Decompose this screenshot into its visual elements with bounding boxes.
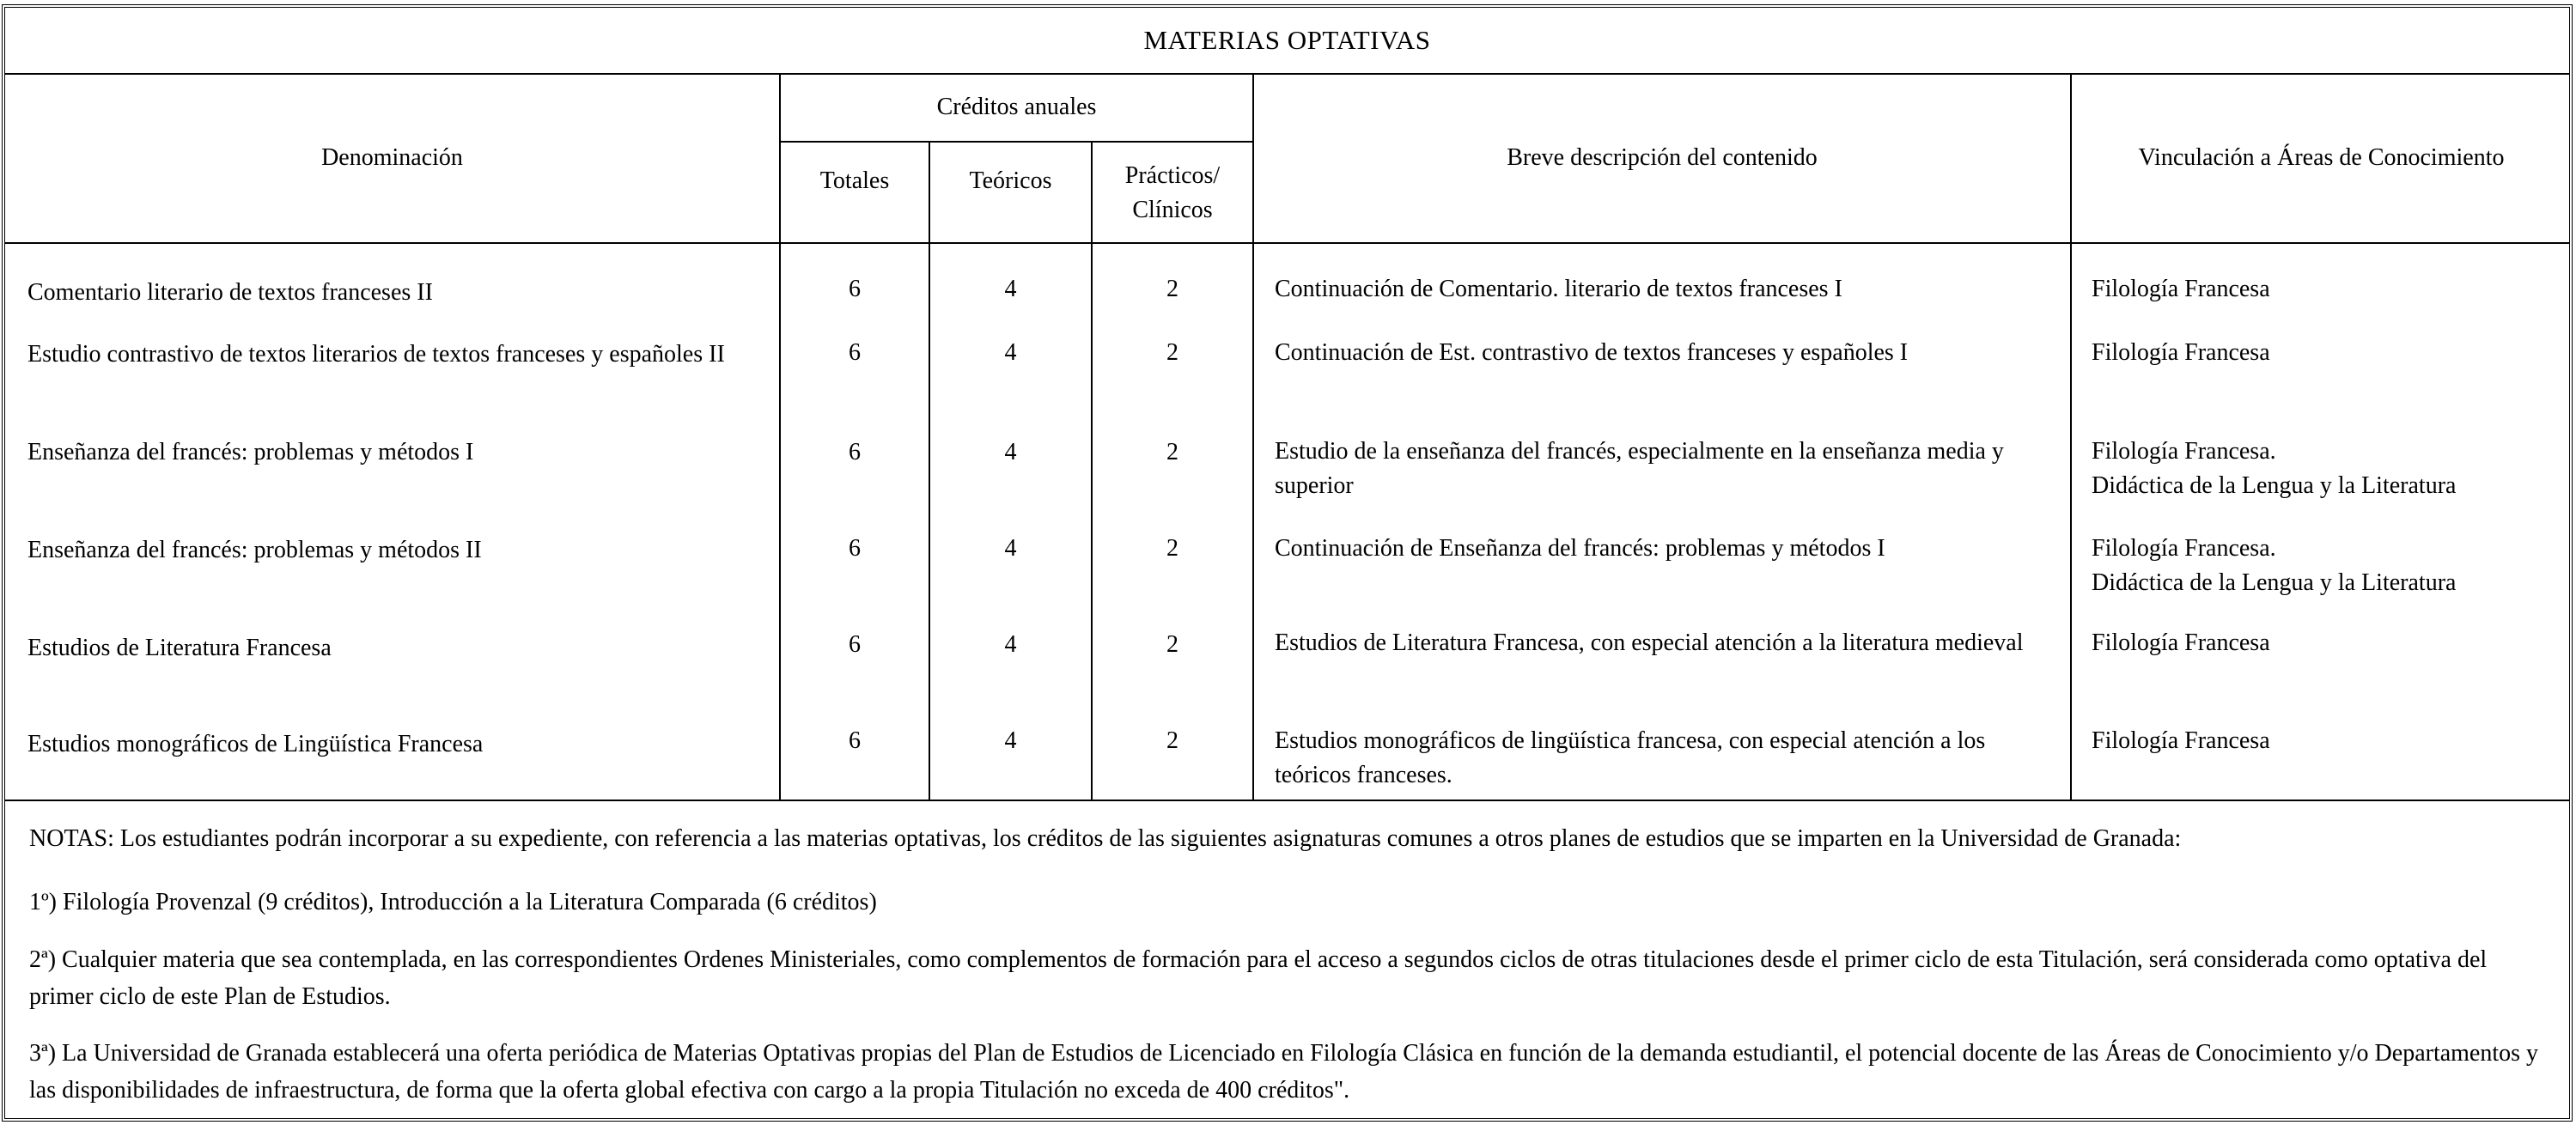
row-4-practicos: 2 xyxy=(1166,535,1178,562)
row-3-area-line2: Didáctica de la Lengua y la Literatura xyxy=(2092,472,2457,499)
table-title: MATERIAS OPTATIVAS xyxy=(5,8,2569,75)
header-teoricos: Teóricos xyxy=(969,167,1052,194)
row-2-totales: 6 xyxy=(849,339,861,366)
header-descripcion: Breve descripción del contenido xyxy=(1507,143,1818,171)
row-5-totales: 6 xyxy=(849,631,861,658)
row-2-area: Filología Francesa xyxy=(2092,339,2270,366)
header-practicos xyxy=(1093,159,1252,228)
row-5-practicos: 2 xyxy=(1166,631,1178,658)
row-1-practicos: 2 xyxy=(1166,276,1178,302)
row-1-teoricos: 4 xyxy=(1004,276,1017,302)
table-bottom-line xyxy=(5,800,2569,801)
row-6-totales: 6 xyxy=(849,727,861,754)
row-4-totales: 6 xyxy=(849,535,861,562)
row-4-name: Enseñanza del francés: problemas y métodos II xyxy=(27,537,482,563)
note-3: 3ª) La Universidad de Granada establecerá una oferta periódica de Materias Optativas propias del Plan de Estudios de Licenciado en Filología Clásica en función de la demanda estudiantil, el potencial docente de las Áreas de Conocimiento y/o Departamentos y las disponibilidades de infraestructura, de forma que la oferta global efectiva con cargo a la propia Titulación no exceda de 400 créditos". xyxy=(29,1040,2539,1104)
header-totales: Totales xyxy=(819,167,890,194)
header-practicos-line2: Clínicos xyxy=(1132,197,1213,223)
row-5-teoricos: 4 xyxy=(1004,631,1017,658)
row-3-name: Enseñanza del francés: problemas y métodos I xyxy=(27,439,474,465)
row-4-area xyxy=(2092,532,2573,600)
row-6-descripcion: Estudios monográficos de lingüística francesa, con especial atención a los teóricos franceses. xyxy=(1275,727,1986,788)
row-6-name: Estudios monográficos de Lingüística Francesa xyxy=(27,731,484,757)
row-1-totales: 6 xyxy=(849,276,861,302)
row-5-name: Estudios de Literatura Francesa xyxy=(27,635,332,661)
row-3-totales: 6 xyxy=(849,439,861,465)
row-3-descripcion: Estudio de la enseñanza del francés, especialmente en la enseñanza media y superior xyxy=(1275,438,2004,499)
row-5-area: Filología Francesa xyxy=(2092,629,2270,656)
row-1-descripcion: Continuación de Comentario. literario de textos franceses I xyxy=(1275,276,1842,302)
row-4-area-line1: Filología Francesa. xyxy=(2092,535,2276,562)
row-3-teoricos: 4 xyxy=(1004,439,1017,465)
header-denominacion: Denominación xyxy=(321,143,463,171)
header-bottom-line xyxy=(5,242,2569,244)
row-5-descripcion: Estudios de Literatura Francesa, con especial atención a la literatura medieval xyxy=(1275,629,2024,656)
row-6-teoricos: 4 xyxy=(1004,727,1017,754)
row-6-practicos: 2 xyxy=(1166,727,1178,754)
row-6-area: Filología Francesa xyxy=(2092,727,2270,754)
row-3-practicos: 2 xyxy=(1166,439,1178,465)
note-2: 2ª) Cualquier materia que sea contemplada, en las correspondientes Ordenes Ministeriales, como complementos de formación para el acceso a segundos ciclos de otras titulaciones desde el primer ciclo de esta Titulación, será considerada como optativa del primer ciclo de este Plan de Estudios. xyxy=(29,946,2488,1010)
row-2-descripcion: Continuación de Est. contrastivo de textos franceses y españoles I xyxy=(1275,339,1909,366)
notes-intro: NOTAS: Los estudiantes podrán incorporar a su expediente, con referencia a las materias optativas, los créditos de las siguientes asignaturas comunes a otros planes de estudios que se imparten en la Universidad de Granada: xyxy=(29,825,2182,852)
row-3-area-line1: Filología Francesa. xyxy=(2092,438,2276,465)
row-2-name: Estudio contrastivo de textos literarios de textos franceses y españoles II xyxy=(27,341,725,368)
row-4-descripcion: Continuación de Enseñanza del francés: problemas y métodos I xyxy=(1275,535,1885,562)
header-practicos-line1: Prácticos/ xyxy=(1124,162,1221,189)
row-4-teoricos: 4 xyxy=(1004,535,1017,562)
row-1-name: Comentario literario de textos franceses II xyxy=(27,279,433,306)
header-vinculacion: Vinculación a Áreas de Conocimiento xyxy=(2138,143,2505,171)
note-1: 1º) Filología Provenzal (9 créditos), Introducción a la Literatura Comparada (6 créditos) xyxy=(29,889,877,915)
row-3-area xyxy=(2092,435,2573,503)
row-1-area: Filología Francesa xyxy=(2092,276,2270,302)
row-4-area-line2: Didáctica de la Lengua y la Literatura xyxy=(2092,569,2457,596)
document-frame xyxy=(2,4,2573,1122)
header-creditos-anuales: Créditos anuales xyxy=(936,93,1097,120)
row-2-practicos: 2 xyxy=(1166,339,1178,366)
row-2-teoricos: 4 xyxy=(1004,339,1017,366)
